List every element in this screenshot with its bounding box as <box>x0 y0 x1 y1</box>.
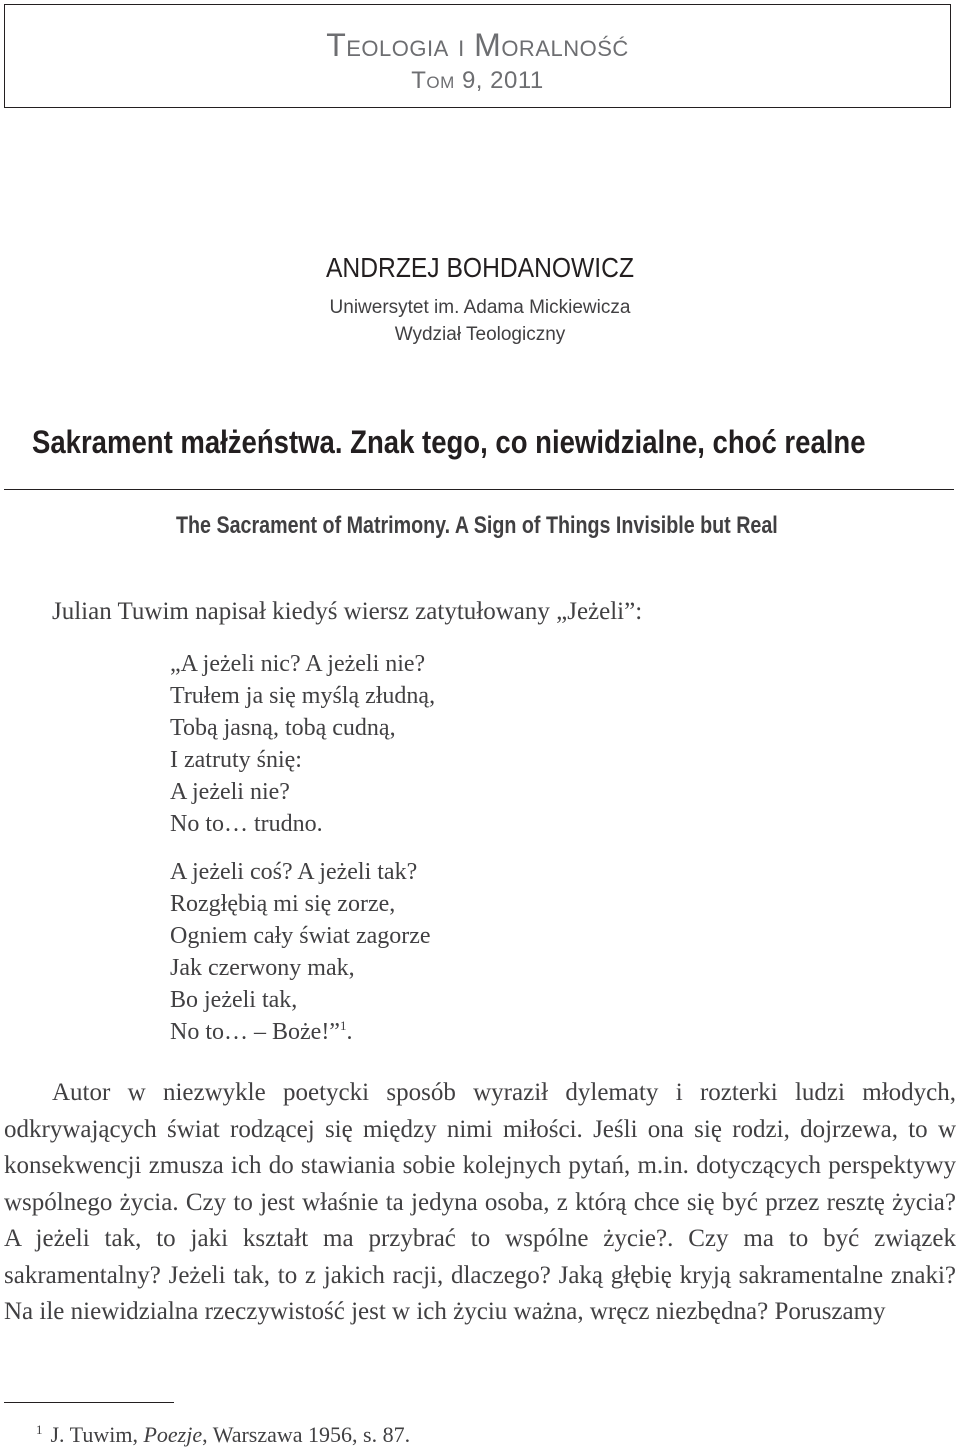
poem-line: Trułem ja się myślą złudną, <box>170 683 436 709</box>
footnote-details: , Warszawa 1956, s. 87. <box>202 1422 411 1447</box>
article-title: Sakrament małżeństwa. Znak tego, co niewidzialne, choć realne <box>32 424 866 460</box>
author-affiliation-university: Uniwersytet im. Adama Mickiewicza <box>329 297 631 318</box>
journal-title: Teologia i Moralność <box>326 27 629 63</box>
poem-line: No to… – Boże!” <box>170 1019 340 1045</box>
poem-line: Rozgłębią mi się zorze, <box>170 891 396 917</box>
poem-line: A jeżeli nie? <box>170 779 290 805</box>
poem-end-punctuation: . <box>346 1019 353 1045</box>
poem-line: No to… trudno. <box>170 811 323 837</box>
poem-stanza-1 <box>170 648 435 840</box>
english-title: The Sacrament of Matrimony. A Sign of Things Invisible but Real <box>176 512 778 539</box>
poem-line: Bo jeżeli tak, <box>170 987 298 1013</box>
poem-line: „A jeżeli nic? A jeżeli nie? <box>170 651 426 677</box>
journal-header <box>4 4 951 108</box>
footnote-author: J. Tuwim, <box>50 1422 138 1447</box>
poem-stanza-2 <box>170 856 431 1048</box>
author-affiliation-faculty: Wydział Teologiczny <box>394 324 566 345</box>
poem-line: Ogniem cały świat zagorze <box>170 923 431 949</box>
footnote-divider <box>4 1402 174 1403</box>
body-paragraph: Autor w niezwykle poetycki sposób wyraził dylematy i rozterki ludzi młodych, odkrywających świat rodzącej się między nimi miłości. Jeśli ona się rodzi, dojrzewa, to w konsekwencji zmusza ich do stawiania sobie kolejnych pytań, m.in. dotyczących perspektywy wspólnego życia. Czy to jest właśnie ta jedyna osoba, z którą chce się być przez resztę życia? A jeżeli tak, to jaki kształt ma przybrać to wspólne życie?. Czy ma to być związek sakramentalny? Jeżeli tak, to z jakich racji, dlaczego? Jaką głębię kryją sakramentalne znaki? Na ile niewidzialna rzeczywistość jest w ich życiu ważna, wręcz niezbędna? Poruszamy <box>4 1079 956 1325</box>
footnote-mark: 1 <box>36 1421 43 1437</box>
title-divider <box>4 489 954 490</box>
author-name: ANDRZEJ BOHDANOWICZ <box>326 252 634 283</box>
footnote-reference[interactable]: 1 <box>339 1018 347 1033</box>
intro-paragraph: Julian Tuwim napisał kiedyś wiersz zatytułowany „Jeżeli”: <box>52 598 643 625</box>
poem-line: I zatruty śnię: <box>170 747 302 773</box>
poem-last-line <box>170 1016 431 1048</box>
poem-line: A jeżeli coś? A jeżeli tak? <box>170 859 418 885</box>
poem-line: Jak czerwony mak, <box>170 955 355 981</box>
journal-volume: Tom 9, 2011 <box>411 67 544 94</box>
footnote-book-title: Poezje <box>143 1422 203 1447</box>
footnote <box>36 1422 410 1448</box>
poem-line: Tobą jasną, tobą cudną, <box>170 715 396 741</box>
